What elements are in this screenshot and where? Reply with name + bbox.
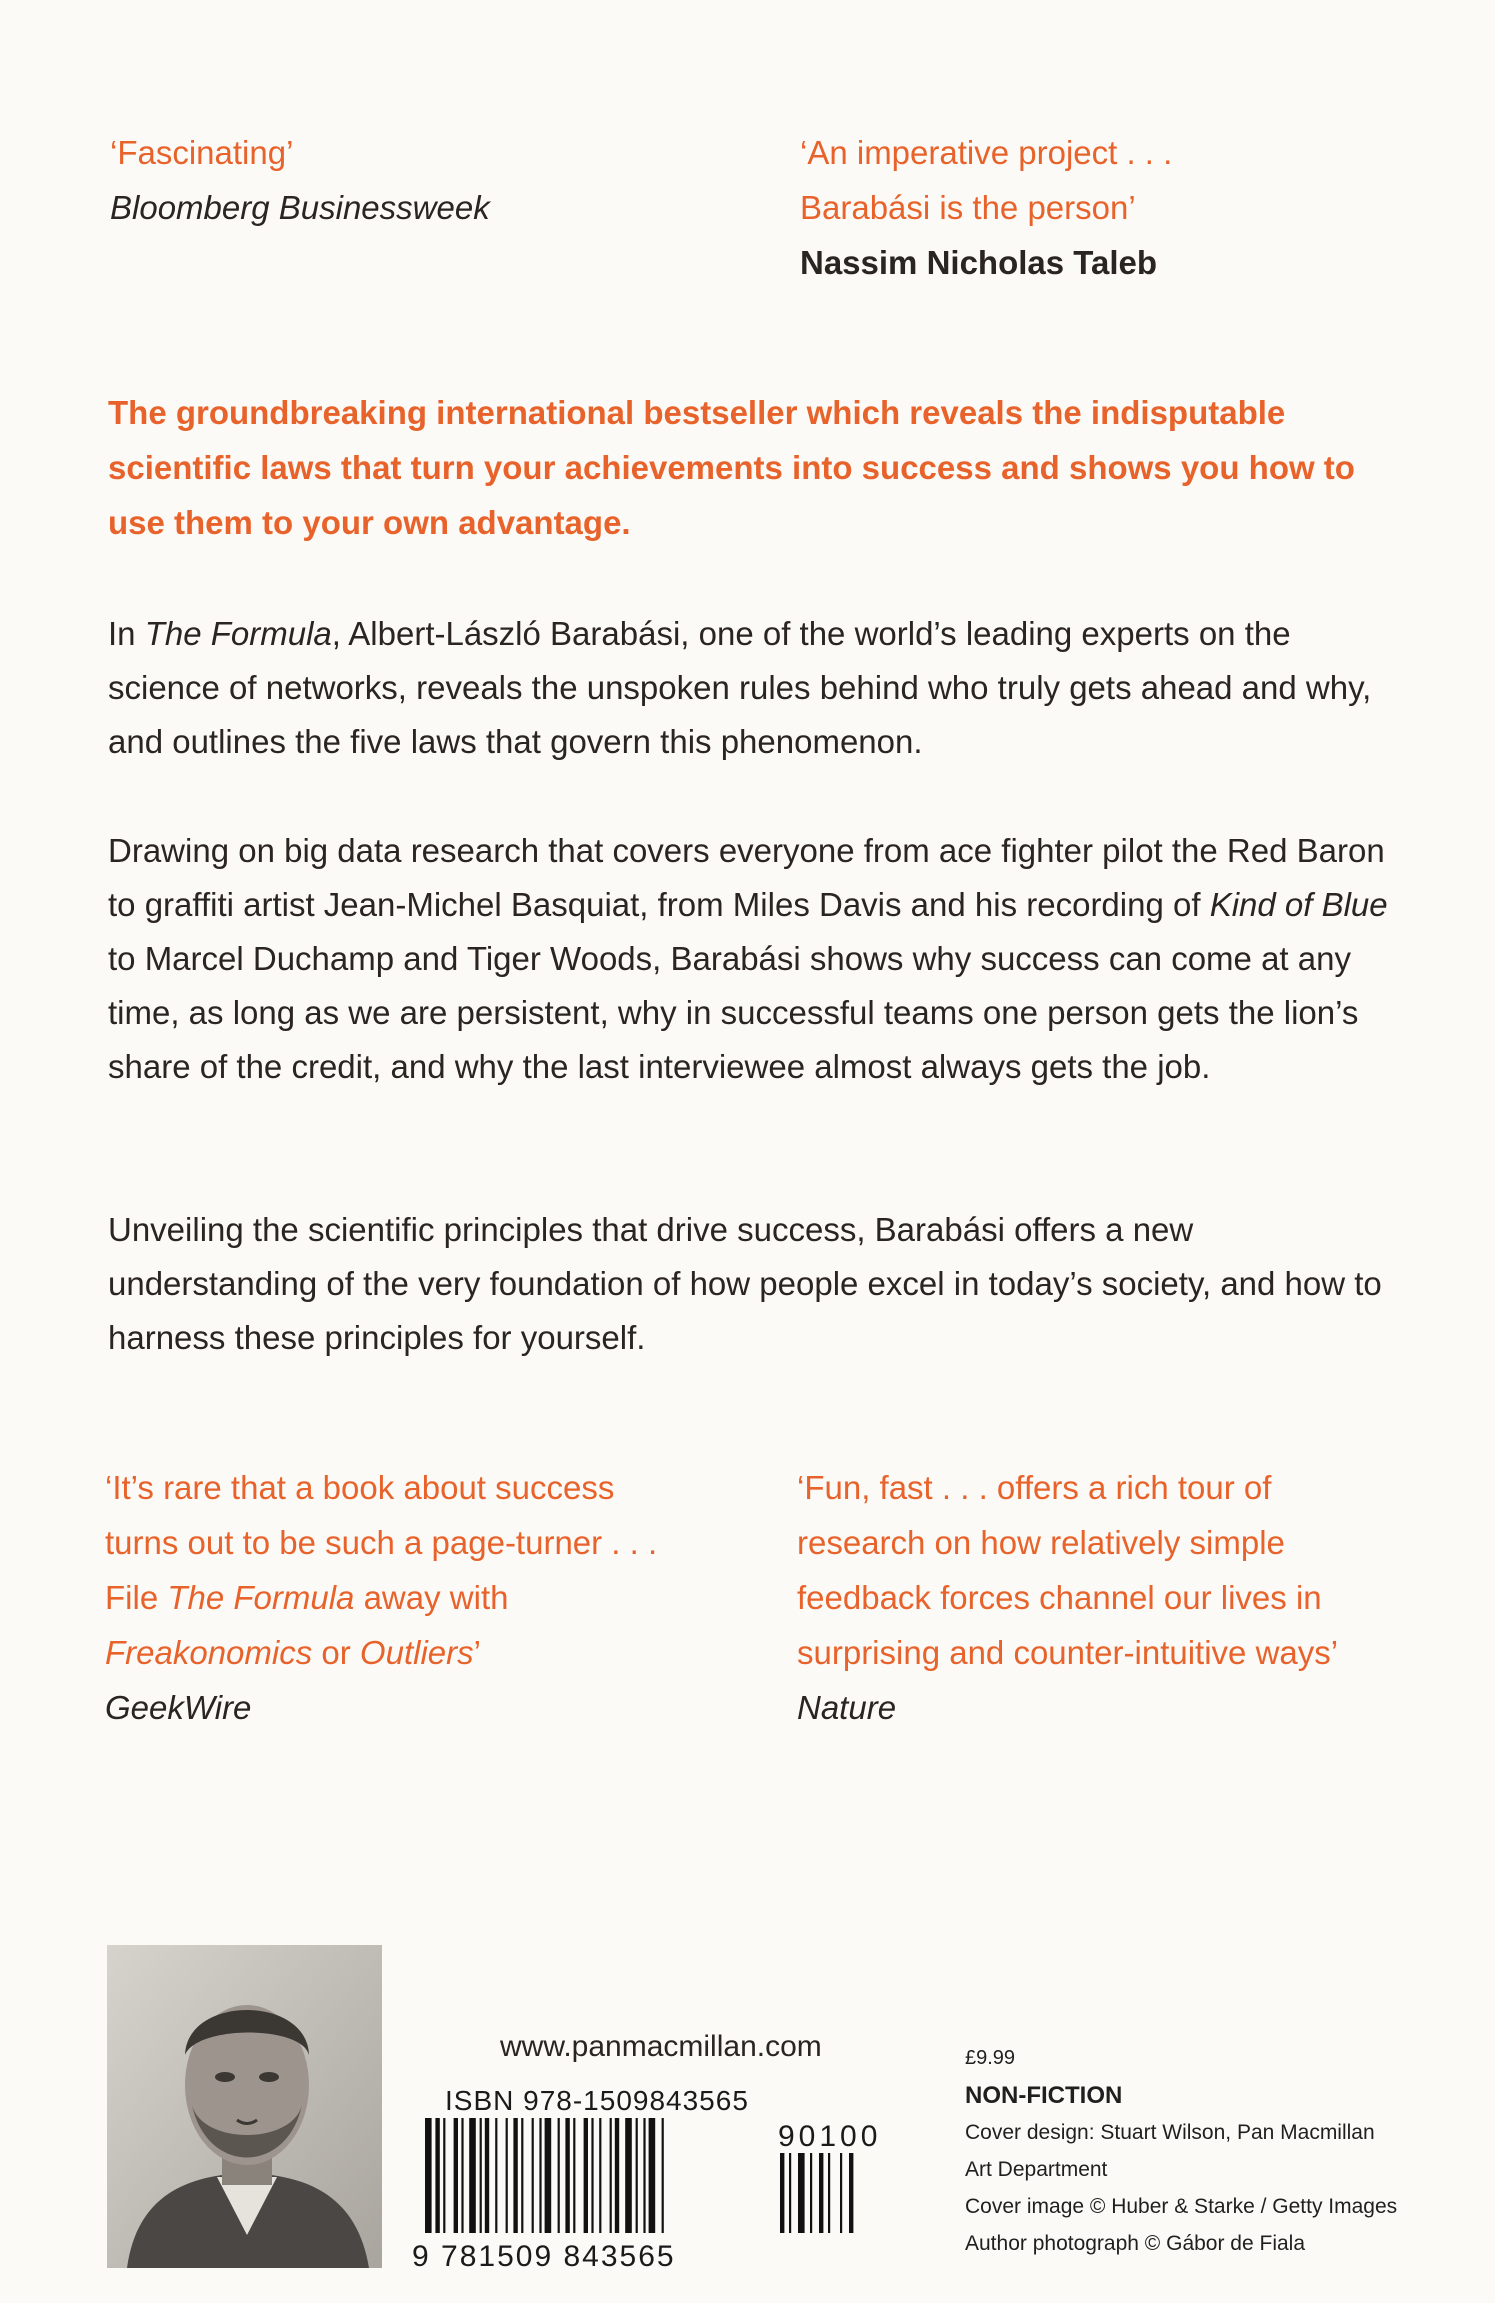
- barcode-bar: [495, 2118, 497, 2233]
- barcode-bar: [506, 2118, 508, 2233]
- description-paragraph-1: [108, 607, 1398, 769]
- cover-image-credit: Cover image © Huber & Starke / Getty Images: [965, 2195, 1398, 2218]
- barcode-bar: [425, 2118, 432, 2233]
- barcode-digits: 9 781509 843565: [412, 2240, 676, 2273]
- quote-text-line: surprising and counter-intuitive ways’: [797, 1634, 1339, 1671]
- quote-text-line: feedback forces channel our lives in: [797, 1579, 1322, 1616]
- art-department-credit: Art Department: [965, 2158, 1108, 2181]
- isbn-label: ISBN 978-1509843565: [445, 2085, 749, 2116]
- quote-geekwire: [105, 1460, 725, 1735]
- barcode-supplement-bar: [849, 2153, 853, 2233]
- author-portrait-icon: [107, 1945, 382, 2268]
- barcode-icon: [425, 2118, 945, 2238]
- quote-text-line: [105, 1625, 725, 1680]
- barcode-bar: [636, 2118, 638, 2233]
- quote-taleb: [800, 125, 1172, 290]
- barcode-bar: [454, 2118, 458, 2233]
- book-title: The Formula: [144, 615, 332, 652]
- barcode-bar: [443, 2118, 445, 2233]
- quote-source: GeekWire: [105, 1689, 252, 1726]
- barcode-price-code: 90100: [778, 2120, 882, 2153]
- barcode-bar: [435, 2118, 439, 2233]
- text: , Albert-László Barabási, one of the world’s leading experts on the science of networks, reveals the unspoken rules behind who truly gets ahead and why, and outlines the five laws that govern this phenomenon.: [108, 615, 1372, 760]
- barcode-bar: [565, 2118, 569, 2233]
- barcode-bar: [573, 2118, 575, 2233]
- publisher-url[interactable]: www.panmacmillan.com: [500, 2030, 822, 2063]
- quote-nature: [797, 1460, 1437, 1735]
- barcode-supplement-bar: [810, 2153, 812, 2233]
- quote-text-line: [105, 1570, 725, 1625]
- barcode-bar: [539, 2118, 541, 2233]
- lead-blurb: The groundbreaking international bestseller which reveals the indisputable scientific laws that turn your achievements into success and shows you how to use them to your own advantage.: [108, 394, 1355, 541]
- barcode-bar: [649, 2118, 656, 2233]
- quote-text-line: ‘It’s rare that a book about success: [105, 1469, 615, 1506]
- barcode-bar: [485, 2118, 489, 2233]
- barcode-supplement-bar: [840, 2153, 842, 2233]
- book-title: The Formula: [167, 1579, 355, 1616]
- text: away with: [354, 1579, 509, 1616]
- barcode-bar: [615, 2118, 619, 2233]
- text: File: [105, 1579, 168, 1616]
- credits-block: [965, 2040, 1397, 2262]
- barcode-bar: [469, 2118, 476, 2233]
- quote-source: Nassim Nicholas Taleb: [800, 244, 1158, 281]
- quote-text: ‘Fascinating’: [110, 134, 294, 171]
- barcode-supplement-bar: [819, 2153, 823, 2233]
- album-title: Kind of Blue: [1209, 886, 1388, 923]
- cover-design-credit: Cover design: Stuart Wilson, Pan Macmillan: [965, 2121, 1375, 2144]
- quote-text-line: ‘Fun, fast . . . offers a rich tour of: [797, 1469, 1272, 1506]
- barcode-bar: [610, 2118, 612, 2233]
- barcode-bar: [591, 2118, 593, 2233]
- book-title: Freakonomics: [105, 1634, 313, 1671]
- barcode-bar: [662, 2118, 664, 2233]
- barcode-bar: [625, 2118, 632, 2233]
- text: to Marcel Duchamp and Tiger Woods, Barabási shows why success can come at any time, as long as we are persistent, why in successful teams one person gets the lion’s share of the credit, and why the last interviewee almost always gets the job.: [108, 940, 1359, 1085]
- description-paragraph-3: Unveiling the scientific principles that drive success, Barabási offers a new understanding of the very foundation of how people excel in today’s society, and how to harness these principles for yourself.: [108, 1211, 1382, 1356]
- barcode-supplement-bar: [789, 2153, 791, 2233]
- barcode-bar: [480, 2118, 482, 2233]
- barcode-bar: [521, 2118, 523, 2233]
- quote-text-line: Barabási is the person’: [800, 189, 1136, 226]
- quote-text-line: research on how relatively simple: [797, 1524, 1285, 1561]
- barcode-bar: [584, 2118, 588, 2233]
- author-photo: [107, 1945, 382, 2268]
- barcode-supplement-bar: [828, 2153, 830, 2233]
- quote-bloomberg: [110, 125, 490, 235]
- book-title: Outliers: [359, 1634, 474, 1671]
- text: or: [312, 1634, 360, 1671]
- quote-text-line: ‘An imperative project . . .: [800, 134, 1173, 171]
- description-paragraph-2: [108, 824, 1398, 1094]
- barcode-bar: [599, 2118, 601, 2233]
- price: £9.99: [965, 2047, 1016, 2069]
- barcode-bar: [532, 2118, 534, 2233]
- quote-text-line: turns out to be such a page-turner . . .: [105, 1524, 658, 1561]
- barcode-supplement-bar: [798, 2153, 805, 2233]
- quote-source: Bloomberg Businessweek: [110, 189, 490, 226]
- barcode-bar: [545, 2118, 552, 2233]
- barcode-bar: [513, 2118, 517, 2233]
- barcode-bar: [558, 2118, 560, 2233]
- text: ’: [473, 1634, 481, 1671]
- text: In: [108, 615, 145, 652]
- author-photo-credit: Author photograph © Gábor de Fiala: [965, 2232, 1306, 2255]
- quote-source: Nature: [797, 1689, 897, 1726]
- barcode-bar: [461, 2118, 463, 2233]
- genre-label: NON-FICTION: [965, 2082, 1123, 2109]
- text: Drawing on big data research that covers everyone from ace fighter pilot the Red Baron to graffiti artist Jean-Michel Basquiat, from Miles Davis and his recording of: [108, 832, 1385, 923]
- barcode-bar: [643, 2118, 645, 2233]
- barcode-supplement-bar: [780, 2153, 784, 2233]
